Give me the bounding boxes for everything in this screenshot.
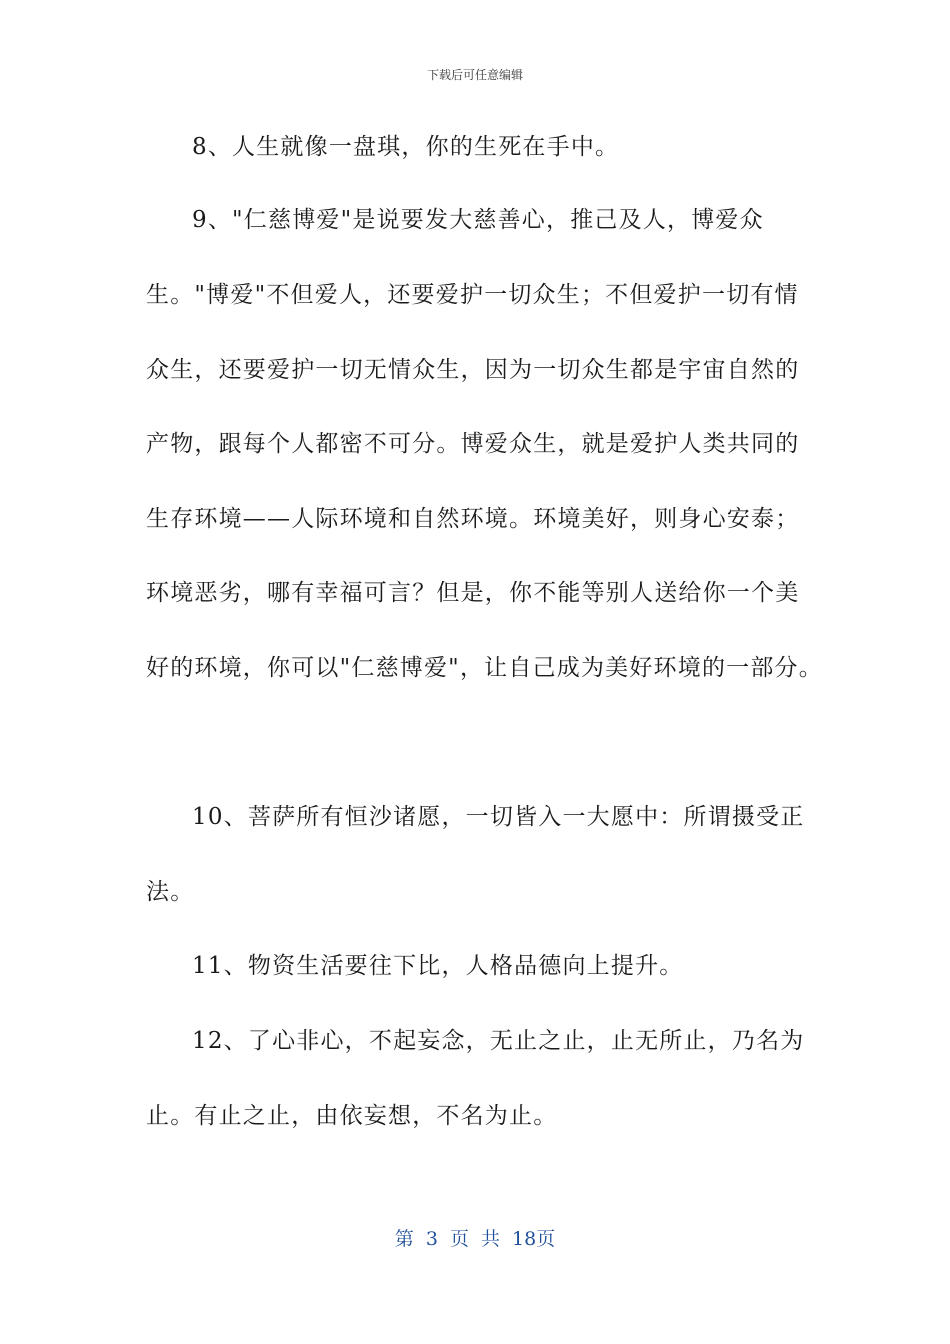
paragraph-line: 止。有止之止，由依妄想，不名为止。 bbox=[146, 1103, 558, 1129]
paragraph-line: 环境恶劣，哪有幸福可言？但是，你不能等别人送给你一个美 bbox=[146, 580, 800, 606]
page-number: 第 3 页 共 18页 bbox=[394, 1228, 556, 1250]
paragraph-line: 8、人生就像一盘琪，你的生死在手中。 bbox=[192, 134, 620, 160]
paragraph-line: 9、"仁慈博爱"是说要发大慈善心，推己及人，博爱众 bbox=[192, 207, 764, 233]
page-header: 下载后可任意编辑 bbox=[426, 68, 523, 82]
paragraph-line: 11、物资生活要往下比，人格品德向上提升。 bbox=[192, 953, 684, 979]
paragraph-line: 众生，还要爱护一切无情众生，因为一切众生都是宇宙自然的 bbox=[146, 357, 800, 383]
paragraph-line: 生。"博爱"不但爱人，还要爱护一切众生；不但爱护一切有情 bbox=[146, 282, 799, 308]
paragraph-line: 好的环境，你可以"仁慈博爱"，让自己成为美好环境的一部分。 bbox=[146, 655, 823, 681]
paragraph-line: 10、菩萨所有恒沙诸愿，一切皆入一大愿中：所谓摄受正 bbox=[192, 804, 805, 830]
paragraph-line: 生存环境——人际环境和自然环境。环境美好，则身心安泰； bbox=[146, 506, 800, 532]
paragraph-line: 产物，跟每个人都密不可分。博爱众生，就是爱护人类共同的 bbox=[146, 431, 800, 457]
paragraph-line: 法。 bbox=[146, 879, 195, 905]
paragraph-line: 12、了心非心，不起妄念，无止之止，止无所止，乃名为 bbox=[192, 1028, 805, 1054]
